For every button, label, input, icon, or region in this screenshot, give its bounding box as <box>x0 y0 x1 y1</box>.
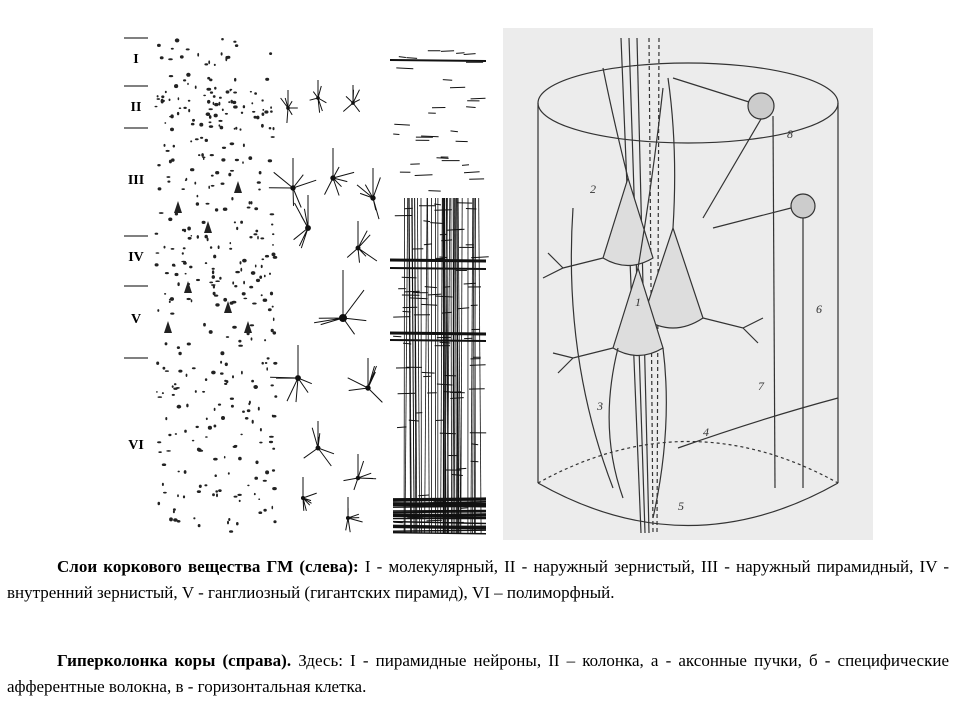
layer-label-1: I <box>133 52 139 67</box>
caption-2-title: Гиперколонка коры (справа). <box>57 651 292 670</box>
label-3: 3 <box>597 399 603 413</box>
caption-cortex-layers <box>7 554 949 606</box>
label-4: 4 <box>703 425 709 439</box>
layer-label-3: III <box>127 173 145 188</box>
layer-label-2: II <box>130 100 142 115</box>
cortex-layers-figure <box>118 28 494 540</box>
layer-label-5: V <box>130 312 142 327</box>
layer-label-4: IV <box>128 250 144 265</box>
label-2: 2 <box>590 182 596 196</box>
label-8: 8 <box>787 127 793 141</box>
caption-1-title: Слои коркового вещества ГМ (слева): <box>57 557 359 576</box>
label-6: 6 <box>816 302 822 316</box>
label-7: 7 <box>758 379 764 393</box>
label-1: 1 <box>635 295 641 309</box>
caption-1-body: I - молекулярный, II - наружный зернистый, III - наружный пирамидный, IV - внутренний зернистый, V - ганглиозный (гигантских пирамид), VI – полиморфный. <box>7 557 949 602</box>
hypercolumn-drawing <box>503 28 873 540</box>
layer-label-6: VI <box>128 438 144 453</box>
hypercolumn-figure <box>503 28 873 540</box>
label-5: 5 <box>678 499 684 513</box>
cortex-layers-drawing <box>118 28 494 540</box>
caption-2-body: Здесь: I - пирамидные нейроны, II – колонка, а - аксонные пучки, б - специфические афферентные волокна, в - горизонтальная клетка. <box>7 651 949 696</box>
caption-hypercolumn <box>7 648 949 700</box>
